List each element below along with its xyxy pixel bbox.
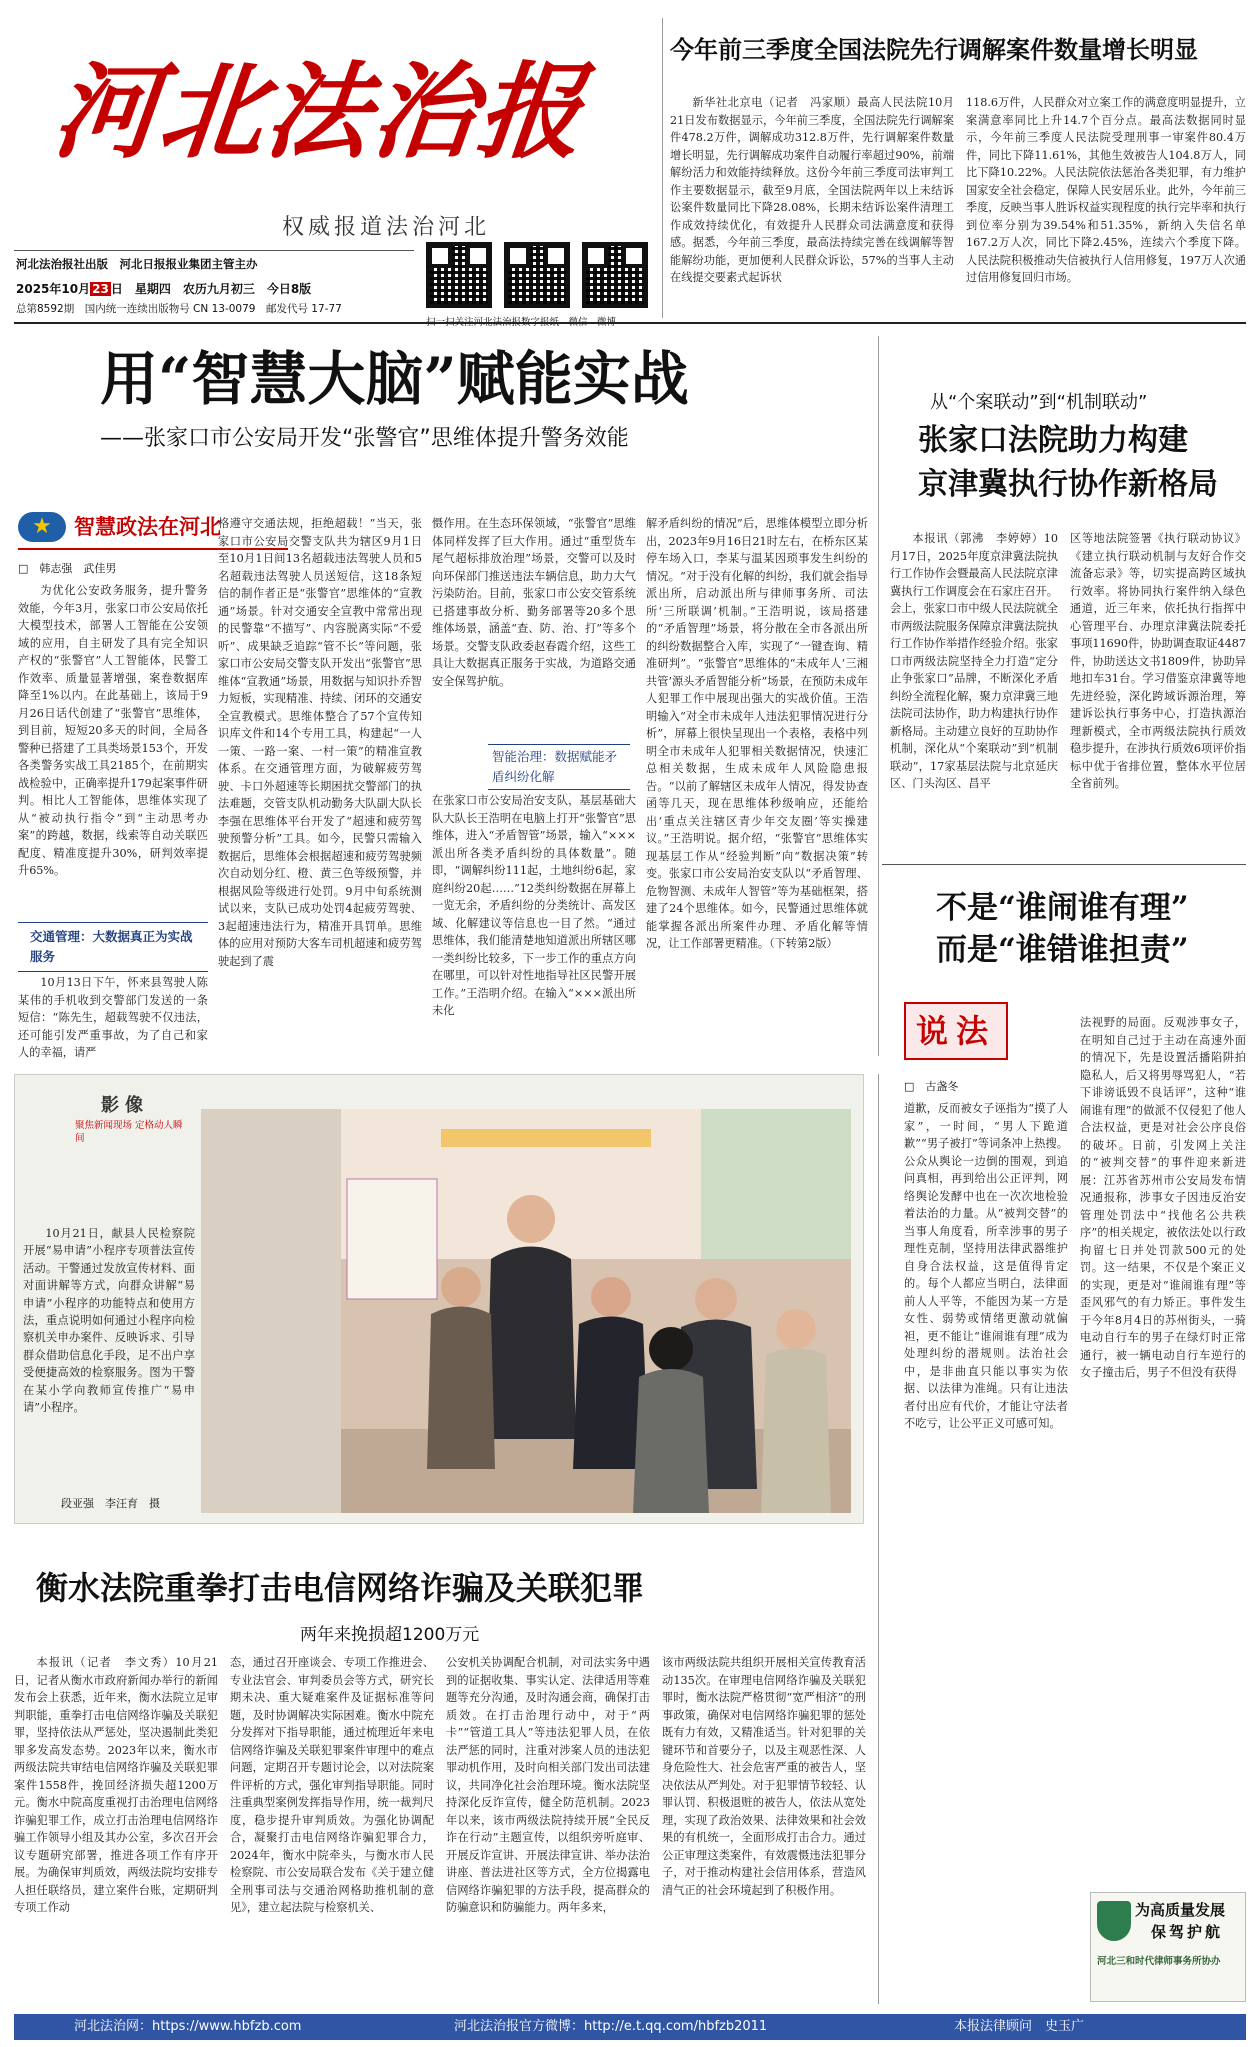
right-story-kicker: 从“个案联动”到“机制联动” [930, 392, 1148, 413]
lead-subtitle: ——张家口市公安局开发“张警官”思维体提升警务效能 [100, 426, 629, 451]
qr-caption [426, 314, 616, 328]
masthead-slogan: 权威报道法治河北 [282, 215, 491, 240]
photo-credit: 段亚强 李汪育 摄 [61, 1497, 160, 1510]
lead-col2: 格遵守交通法规，拒绝超载！”当天，张家口市公安局交警支队共为辖区9月1日至10月1日间13名超载违法驾驶人员和5名超载违法驾驶人员送短信，这18条短信的制作者正是“张警官”思维体的“宣教通”场景。针对交通安全宣教中常常出现的民警靠“不描写”、内容脱离实际“不爱听”、成果缺乏追踪“管不长”等问题，张家口市公安局交警支队开发出“张警官”思维体“宣教通”场景，用数据与知识扑乔智力短板，实现精准、持续、闭环的交通安全宣教模式。思维体整合了57个宣传知识库文件和14个专用工具，构建起“一人一策、一路一案、一村一策”的精准宣教体系。在交通管理方面，为破解疲劳驾驶、卡口外超速等长期困扰交警部门的执法难题，交管支队机动勤务大队副大队长李强在思维体平台开发了“超速和疲劳驾驶预警分析”工具。如今，民警只需输入数据后，思维体会根据超速和疲劳驾驶频次自动划分红、橙、黄三色等级预警，并根据风险等级进行处罚。9月中旬系统测试以来，支队已成功处罚4起疲劳驾驶、3起超速违法行为，精准开具罚单。思维体的应用对预防大客车司机超速和疲劳驾驶起到了震 [218, 517, 422, 968]
date-prefix: 2025年10月 [16, 282, 91, 296]
bottom-story-title: 衡水法院重拳打击电信网络诈骗及关联犯罪 [36, 1569, 645, 1607]
footer-website-link[interactable]: 河北法治网：https://www.hbfzb.com [74, 2019, 302, 2034]
commentary-badge: 说法 [904, 1002, 1008, 1060]
photo-block [14, 1074, 864, 1524]
qr-code-icon[interactable] [426, 242, 492, 308]
ad-line2: 保驾护航 [1151, 1923, 1224, 1941]
star-icon: ★ [18, 512, 66, 542]
lead-title: 用“智慧大脑”赋能实战 [100, 345, 689, 413]
footer-legal-advisor: 本报法律顾问 史玉广 [954, 2019, 1085, 2034]
footer [14, 2014, 1246, 2040]
date-suffix: 日 星期四 农历九月初三 今日8版 [110, 282, 312, 296]
right-story-col2: 区等地法院签署《执行联动协议》《建立执行联动机制与友好合作交流备忘录》等，切实提高跨区域执行效率。将协同执行案件纳入绿色通道，近三年来，依托执行指挥中心管理平台、办理京津冀法院委托事项11690件，协助调查取证4487件，协助送达文书1809件，协助异地扣车31台。学习借鉴京津冀等地先进经验，深化跨域诉源治理，筹建诉讼执行事务中心，打造执源治理新模式，全市两级法院执行质效稳步提升，在涉执行质效6项评价指标中优于省排位置，整体水平位居全省前列。 [1070, 532, 1246, 790]
bottom-story-col4: 该市两级法院共组织开展相关宣传教育活动135次。在审理电信网络诈骗及关联犯罪时，衡水法院严格贯彻“宽严相济”的刑事政策，确保对电信网络诈骗犯罪的惩处既有力有效，又精准适当。针对犯罪的关键环节和首要分子，以及主观恶性深、人身危险性大、社会危害严重的被告人，坚决依法从严判处。对于犯罪情节较轻、认罪认罚、积极退赃的被告人，依法从宽处理，实现了政治效果、法律效果和社会效果的有机统一，全面形成打击合力。通过公正审理这类案件，有效震慑违法犯罪分子，对于推动构建社会信用体系，营造风清气正的社会环境起到了积极作用。 [662, 1656, 866, 1897]
lead-col3b: 在张家口市公安局治安支队，基层基础大队大队长王浩明在电脑上打开“张警官”思维体，进入“矛盾智管”场景，输入“×××派出所各类矛盾纠纷的具体数量”。随即，“调解纠纷111起，土地纠纷6起，家庭纠纷20起……”12类纠纷数据在屏幕上一览无余，矛盾纠纷的分类统计、高发区域、化解建议等信息也一目了然。“通过思维体，我们能清楚地知道派出所辖区哪一类纠纷比较多，下一步工作的重点方向在哪里，可以针对性地指导社区民警开展工作。”王浩明介绍。在输入“×××派出所未化 [432, 794, 636, 1017]
lead-subhead-2: 智能治理：数据赋能矛盾纠纷化解 [488, 744, 630, 790]
lead-col1: 为优化公安政务服务，提升警务效能，今年3月，张家口市公安局依托大模型技术，部署人工智能在公安领域的应用，自主研发了具有完全知识产权的“张警官”人工智能体，民警工作效率、质量显著增强，案卷数据库降至1%以内。在此基础上，该局于9月26日话代创建了“张警官”思维体，到目前，短短20多天的时间，全局各警种已搭建了工具类场景153个，开发各类警务实战工具2185个，在前期实战检验中，正确率提升179起案事件研判。相比人工智能体，思维体实现了从“被动执行指令”到“主动思考办案”的跨越，数据，线索等自动关联匹配度、精准度提升30%，研判效率提升65%。 [18, 584, 208, 877]
shield-icon [1097, 1901, 1131, 1941]
footer-weibo-link[interactable]: 河北法治报官方微博：http://e.t.qq.com/hbfzb2011 [454, 2019, 768, 2034]
date-day: 23 [92, 282, 109, 296]
masthead-date [16, 280, 311, 297]
commentary-title-2: 而是“谁错谁担责” [936, 932, 1189, 968]
bottom-story-col3: 公安机关协调配合机制，对司法实务中遇到的证据收集、事实认定、法律适用等难题等充分沟通，及时沟通会商，确保打击质效。在打击治理行动中，对于“两卡”“管道工具人”等违法犯罪人员，在依法严惩的同时，注重对涉案人员的违法犯罪动机作用，及时向相关部门发出司法建议，共同净化社会治理环境。衡水法院坚持深化反诈宣传，健全防范机制。2023年以来，该市两级法院持续开展“全民反诈在行动”主题宣传，以组织旁听庭审、开展反诈宣讲、开展法律宣讲、举办法治讲座、普法进社区等方式，全方位揭露电信网络诈骗犯罪的方法手段，提高群众的防骗意识和防骗能力。两年多来， [446, 1656, 650, 1914]
bottom-story-subtitle: 两年来挽损超1200万元 [300, 1625, 480, 1645]
commentary-col-left: 道歉，反而被女子诬指为“摸了人家”，一时间，“男人下跪道歉”“男子被打”等词条冲上热搜。公众从舆论一边倒的围观，到追问真相，再到给出公正评判，网络舆论发酵中也在一次次地检验着法治的力量。从“被判交替”的当事人角度看，所幸涉事的男子理性克制，坚持用法律武器维护自身合法权益，这是值得肯定的。每个人都应当明白，法律面前人人平等，不能因为某一方是女性、弱势或情绪更激动就偏袒，更不能让“谁闹谁有理”成为处理纠纷的潜规则。法治社会中，是非曲直只能以事实为依据、以法律为准绳。只有让违法者付出应有代价，才能让守法者不吃亏，让公平正义可感可知。 [904, 1102, 1068, 1430]
ad-line1: 为高质量发展 [1135, 1901, 1226, 1919]
qr-code-icon[interactable] [504, 242, 570, 308]
ad-block [1090, 1892, 1246, 2002]
lead-col1b: 10月13日下午，怀来县驾驶人陈某伟的手机收到交警部门发送的一条短信：“陈先生，超载驾驶不仅违法，还可能引发严重事故，为了自己和家人的幸福，请严 [18, 976, 208, 1059]
masthead-logo: 河北法治报 [47, 50, 591, 173]
ad-line3: 河北三和时代律师事务所协办 [1097, 1956, 1221, 1967]
news-photo [201, 1109, 851, 1513]
commentary-col-right: 法视野的局面。反观涉事女子，在明知自己过于主动在高速外面的情况下，先是设置活播陷阱拍隐私人，后又将男辱骂犯人，“若下诽谤诋毁不良话评”，这种“谁闹谁有理”的做派不仅侵犯了他人合法权益，更是对社会公序良俗的破坏。日前，引发网上关注的“被判交替”的事件迎来新进展：江苏省苏州市公安局发布情况通报称，涉事女子因违反治安管理处罚法中“找他名公共秩序”的相关规定，被依法处以行政拘留七日并处罚款500元的处罚。这一结果，不仅是个案正义的实现，更是对“谁闹谁有理”等歪风邪气的有力矫正。事件发生于今年8月4日的苏州街头，一骑电动自行车的男子在绿灯时正常通行，被一辆电动自行车逆行的女子撞击后，男子不但没有获得 [1080, 1016, 1246, 1379]
top-story-title: 今年前三季度全国法院先行调解案件数量增长明显 [670, 35, 1198, 64]
photo-section-sub: 聚焦新闻现场 定格动人瞬间 [75, 1120, 183, 1144]
qr-code-icon[interactable] [582, 242, 648, 308]
right-story-title-2: 京津冀执行协作新格局 [918, 467, 1218, 502]
lead-col3: 慑作用。在生态环保领域，“张警官”思维体同样发挥了巨大作用。通过“重型货车尾气超标排放治理”场景，交警可以及时向环保部门推送违法车辆信息，助力大气污染防治。目前，张家口市公安交管系统已搭建事故分析、勤务部署等20多个思维体场景，涵盖“查、防、治、打”等多个场景。交警支队政委赵春霞介绍，这些工具让大数据真正服务于实战，为道路交通安全保驾护航。 [432, 517, 636, 688]
bottom-story-col2: 态，通过召开座谈会、专项工作推进会、专业法官会、审判委员会等方式，研究长期未决、重大疑难案件及证据标准等问题，及时协调解决实际困难。衡水中院充分发挥对下指导职能，通过梳理近年来电信网络诈骗及关联犯罪案件审理中的难点问题，定期召开专题讨论会，以对法院案件评析的方式，强化审判指导职能。同时注重典型案例发挥指导作用，统一裁判尺度，稳步提升审判质效。为强化协调配合，凝聚打击电信网络诈骗犯罪合力，2024年，衡水中院牵头，与衡水市人民检察院、市公安局联合发布《关于建立健全刑事司法与交通治网格助推机制的意见》，建立起法院与检察机关、 [230, 1656, 434, 1914]
lead-byline: □ 韩志强 武佳男 [18, 562, 117, 575]
section-tag-label: 智慧政法在河北 [74, 514, 221, 539]
commentary-byline: □ 古盏冬 [904, 1080, 959, 1093]
bottom-story-col1: 本报讯（记者 李文秀）10月21日，记者从衡水市政府新闻办举行的新闻发布会上获悉，近年来，衡水法院立足审判职能，重拳打击电信网络诈骗及关联犯罪，坚持依法从严惩处，坚决遏制此类犯罪多发高发态势。2023年以来，衡水市两级法院共审结电信网络诈骗及关联犯罪案件1558件，挽回经济损失超1200万元。衡水中院高度重视打击治理电信网络诈骗犯罪工作，成立打击治理电信网络诈骗工作领导小组及其办公室，多次召开会议专题研究部署，推进各项工作有序开展。为确保审判质效，两级法院均安排专人担任联络员，建立案件台账，定期研判专项工作动 [14, 1656, 218, 1914]
masthead-publisher: 河北法治报社出版 河北日报报业集团主管主办 [16, 257, 258, 271]
photo-section: 影像 [101, 1095, 149, 1116]
lead-subhead-1: 交通管理：大数据真正为实战服务 [18, 922, 208, 972]
top-story-col2: 118.6万件，人民群众对立案工作的满意度明显提升，立案满意率同比上升14.7个百分点。最高法数据同时显示，今年前三季度人民法院受理刑事一审案件80.4万件，同比下降11.61%，其他生效被告人104.8万人，同比下降10.22%。人民法院依法惩治各类犯罪，有力维护国家安全社会稳定，保障人民安居乐业。此外，今年前三季度，反映当事人胜诉权益实现程度的执行完毕率和执行到位率分别为39.54%和51.35%，新纳入失信名单167.2万人次，同比下降2.45%，连续六个季度下降。人民法院积极推动失信被执行人信用修复，197万人次通过信用修复回归市场。 [966, 96, 1246, 284]
right-story-title-1: 张家口法院助力构建 [918, 423, 1188, 458]
commentary-title-1: 不是“谁闹谁有理” [936, 890, 1189, 926]
masthead [14, 14, 654, 314]
photo-caption: 10月21日，献县人民检察院开展“易申请”小程序专项普法宣传活动。干警通过发放宣传材料、面对面讲解等方式，向群众讲解“易申请”小程序的功能特点和使用方法，重点说明如何通过小程序向检察机关申办案件、反映诉求、引导群众借助信息化手段，足不出户享受便捷高效的检察服务。图为干警在某小学向教师宣传推广“易申请”小程序。 [23, 1227, 195, 1415]
masthead-serial: 总第8592期 国内统一连续出版物号 CN 13-0079 邮发代号 17-77 [16, 303, 342, 315]
top-story-col1: 新华社北京电（记者 冯家顺）最高人民法院10月21日发布数据显示，今年前三季度，全国法院先行调解案件478.2万件，调解成功312.8万件，先行调解案件数量增长明显，先行调解成功案件自动履行率超过90%，前端解纷活力和效能持续释放。这份今年前三季度司法审判工作主要数据显示，截至9月底，全国法院两年以上未结诉讼案件数量同比下降28.08%，长期未结诉讼案件清理工作成效持续优化，有效提升人民群众司法满意度和获得感。据悉，今年前三季度，最高法持续完善在线调解等智能解纷功能，更加便利人民群众诉讼，57%的当事人主动在线提交要素式起诉状 [670, 96, 954, 284]
lead-col4: 解矛盾纠纷的情况”后，思维体模型立即分析出，2023年9月16日21时左右，在桥东区某停车场入口，李某与温某因琐事发生纠纷的情况。“对于没有化解的纠纷，我们就会指导派出所，启动派出所与律师事务所、司法所‘三所联调’机制。”王浩明说，该局搭建的“矛盾智理”场景，将分散在全市各派出所的纠纷数据整合入库，实现了“一键查询、精准研判”。“张警官”思维体的“未成年人‘三湘共管’源头矛盾智能分析”场景，在预防未成年人犯罪工作中展现出强大的实战价值。王浩明输入“对全市未成年人违法犯罪情况进行分析”，屏幕上很快呈现出一个表格，表格中列明全市未成年人犯罪相关数据情况，快速汇总相关数据，生成未成年人风险隐患报告。“以前了解辖区未成年人情况，得发协查函等几天，现在思维体秒级响应，还能给出‘重点关注辖区青少年交友圈’等实操建议。”王浩明说。据介绍，“张警官”思维体实现基层工作从“经验判断”向“数据决策”转变。张家口市公安局治安支队以“矛盾智理、危物智测、未成年人智管”等为基础框架，搭建了24个思维体。如今，民警通过思维体就能掌握各派出所案件办理、矛盾化解等情况，让工作部署更精准。（下转第2版） [646, 517, 868, 950]
right-story-col1: 本报讯（郭沸 李婷婷）10月17日，2025年度京津冀法院执行工作协作会暨最高人民法院京津冀执行工作调度会在石家庄召开。会上，张家口市中级人民法院就全市两级法院服务保障京津冀法院执行工作协作举措作经验介绍。张家口市两级法院坚持全力打造“定分止争张家口”品牌，不断深化矛盾纠纷全流程化解，聚力京津冀三地法院司法协作，助力构建执行协作新格局。主动建立良好的互助协作机制，深化从“个案联动”到“机制联动”，17家基层法院与北京延庆区、门头沟区、昌平 [890, 532, 1058, 790]
